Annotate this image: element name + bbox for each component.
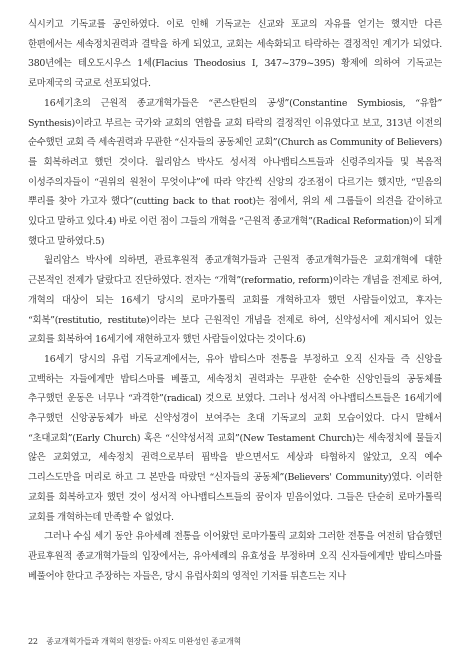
paragraph-2: 16세기초의 근원적 종교개혁가들은 “콘스탄틴의 공생”(Constantine Symbiosis, “유합” Synthesis)이라고 부르는 국가와 교회의 연합을 교회 타락의 결정적인 이유였다고 보고, 313년 이전의 순수했던 교회 즉 세속권력과 무관한 “신자들의 공동체인 교회”(Church as Community of Believers)를 회복하려고 했던 것이다. 월리암스 박사도 성서적 아나뱁티스트들과 신령주의자들 및 복음적 이성주의자들이 “권위의 원천이 무엇이냐”에 따라 약간씩 신앙의 강조점이 다르기는 했지만, “믿음의 뿌리를 찾아 가고자 했다”(cutting back to that root)는 점에서, 위의 세 그룹들이 의견을 같이하고 있다고 말하고 있다.4) 바로 이런 점이 그들의 개혁을 “근원적 종교개혁”(Radical Reformation)이 되게 했다고 말하였다.5) bbox=[28, 97, 442, 247]
page-number: 22 bbox=[28, 637, 38, 646]
paragraph-4: 16세기 당시의 유럽 기독교계에서는, 유아 밥티스마 전통을 부정하고 오직 신자들 즉 신앙을 고백하는 자들에게만 밥티스마를 베풀고, 세속정치 권력과는 무관한 순수한 신앙인들의 공동체를 추구했던 운동은 너무나 “과격한”(radical) 것으로 보였다. 그러나 성서적 아나뱁티스트들은 16세기에 추구했던 신앙공동체가 바로 신약성경이 보여주는 초대 기독교의 교회 모습이었다. 다시 말해서 “초대교회”(Early Church) 혹은 “신약성서적 교회”(New Testament Church)는 세속정치에 물들지 않은 교회였고, 세속정치 권력으로부터 핍박을 받으면서도 세상과 타협하지 않았고, 오직 예수 그리스도만을 머리로 하고 그 본만을 따랐던 “신자들의 공동체”(Believers' Community)였다. 이러한 교회를 회복하고자 했던 것이 성서적 아나뱁티스트들의 꿈이자 믿음이었다. 그들은 단순히 로마가톨릭 교회를 개혁하는데 만족할 수 없었다. bbox=[28, 353, 442, 523]
page-body bbox=[28, 15, 442, 586]
paragraph-3: 월리암스 박사에 의하면, 관료후원적 종교개혁가들과 근원적 종교개혁가들은 교회개혁에 대한 근본적인 전제가 달랐다고 진단하였다. 전자는 “개혁”(reformatio, reform)이라는 개념을 전제로 하여, 개혁의 대상이 되는 16세기 당시의 로마가톨릭 교회를 개혁하고자 했던 사람들이었고, 후자는 “회복”(restitutio, restitute)이라는 보다 근원적인 개념을 전제로 하여, 신약성서에 제시되어 있는 교회를 회복하여 16세기에 재현하고자 했던 사람들이었다는 것이다.6) bbox=[28, 255, 442, 346]
page-footer bbox=[28, 636, 241, 647]
paragraph-1: 식시키고 기독교를 공인하였다. 이로 인해 기독교는 신교와 포교의 자유를 얻기는 했지만 다른 한편에서는 세속정치권력과 결탁을 하게 되었고, 교회는 세속화되고 타락하는 결정적인 계기가 되었다. 380년에는 테오도시우스 1세(Flacius Theodosius I, 347~379~395) 황제에 의하여 기독교는 로마제국의 국교로 선포되었다. bbox=[28, 19, 442, 90]
paragraph-5: 그러나 수십 세기 동안 유아세례 전통을 이어왔던 로마가톨릭 교회와 그러한 전통을 여전히 답습했던 관료후원적 종교개혁가들의 입장에서는, 유아세례의 유효성을 부정하며 오직 신자들에게만 밥티스마를 베풀어야 한다고 주장하는 자들은, 당시 유럽사회의 영적인 기저를 뒤흔드는 지나 bbox=[28, 531, 442, 582]
running-title: 종교개혁가들과 개혁의 현장들: 아직도 미완성인 종교개혁 bbox=[46, 637, 242, 646]
